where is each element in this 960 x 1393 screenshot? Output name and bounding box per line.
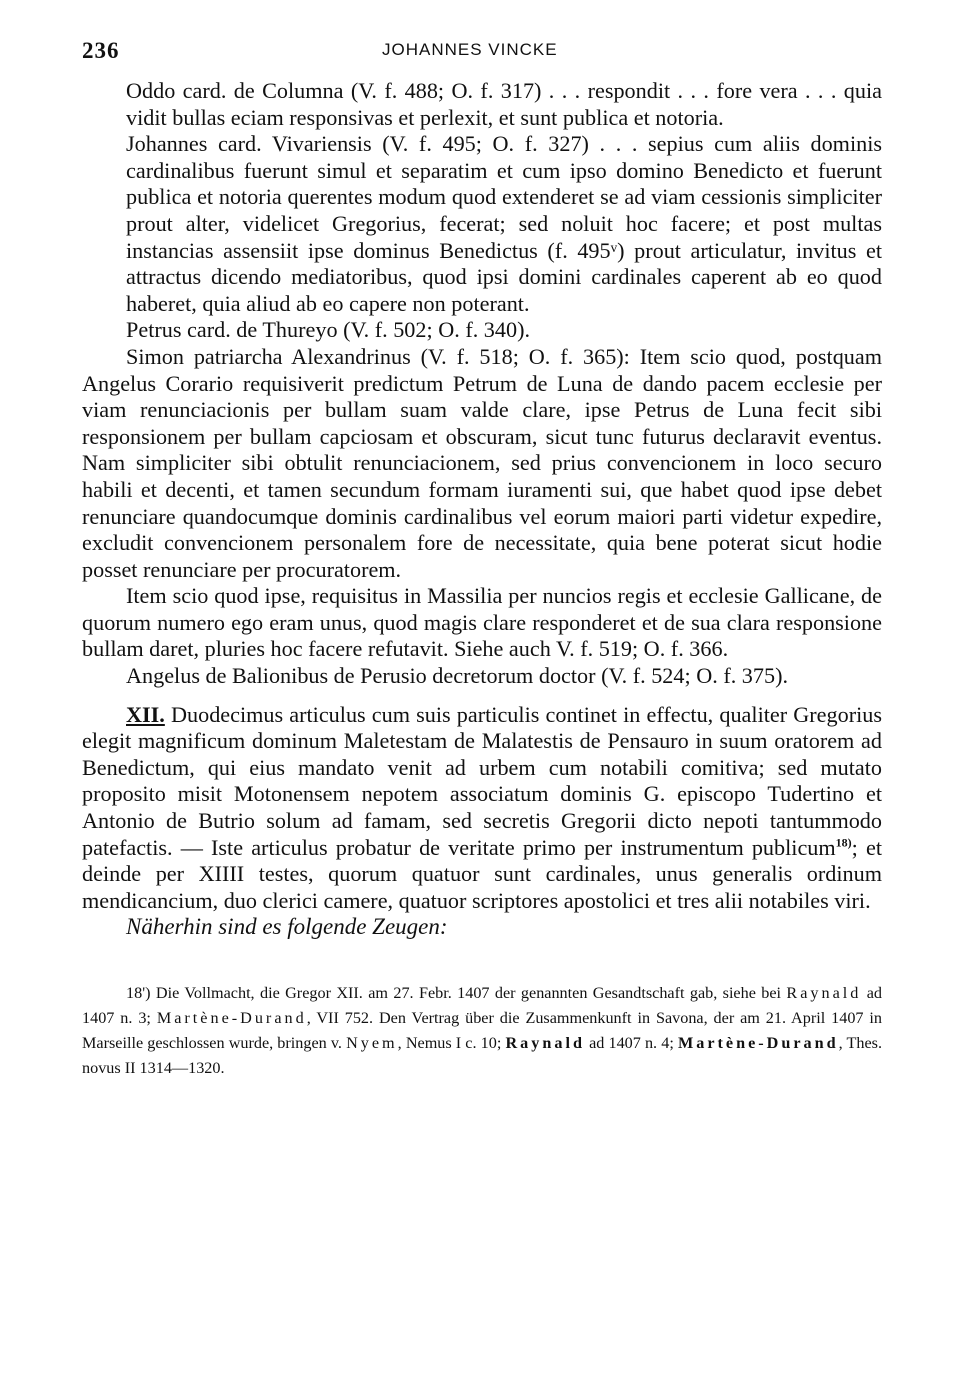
footnote-text-1: Die Vollmacht, die Gregor XII. am 27. Febr. 1407 der genannten Gesandtschaft gab, siehe bei [155,984,782,1002]
main-text [82,78,882,941]
page [82,38,882,1081]
footnote-18 [82,981,882,1081]
article-numeral: XII. [126,701,165,727]
author-nyem: Nyem [346,1034,398,1052]
footnote-label: 18') [126,984,151,1002]
author-martene-durand-2: Martène-Durand [677,1034,839,1052]
paragraph-item-scio: Item scio quod ipse, requisitus in Massilia per nuncios regis et ecclesie Gallicane, de quorum numero ego eram unus, quod magis clare responderet et de sua clara responsione bullam daret, pluries hoc facere refutavit. Siehe auch V. f. 519; O. f. 366. [82,583,882,662]
running-head: JOHANNES VINCKE [382,40,558,59]
footnote-text-4: , Nemus I c. 10; [397,1034,502,1052]
footnote-text-3: , VII 752. Den Vertrag über die Zusammenkunft in Savona, der am 21. April 1407 in Marseille geschlossen wurde, bringen v. [82,1009,882,1052]
witness-angelus: Angelus de Balionibus de Perusio decretorum doctor (V. f. 524; O. f. 375). [126,663,789,689]
article-text-a: Duodecimus articulus cum suis particulis continet in effectu, qualiter Gregorius elegit magnificum dominum Maletestam de Malatestis de Pensauro in suum oratorem ad Benedictum, qui eius mandato venit ad urbem cum notabili comitiva; sed mutato proposito misit Motonensem nepotem associatum dominis G. episcopo Tudertino et Antonio de Butrio solum ad famam, sed secretis Gregorii dicto nepoti tantummodo patefactis. — Iste articulus probatur de veritate primo per instrumentum publicum [82,701,882,860]
footnote-text-6: , Thes. novus II 1314—1320. [82,1034,883,1077]
author-raynald: Raynald [786,984,862,1002]
footnote-ref[interactable]: 18) [835,835,852,850]
witness-johannes: Johannes card. Vivariensis (V. f. 495; O. f. 327) . . . sepius cum aliis dominis cardinalibus fuerunt simul et separatim et cum ipso domino Benedicto et fuerunt publica et notoria querentes modum quod extenderet se ad viam cessionis simpliciter prout alter, videlicet Gregorius, fecerat; sed noluit hoc facere; et post multas instancias assensiit ipse dominus Benedictus (f. 495ᵛ) prout articulatur, invitus et attractus dicendo mediatoribus, quod ipsi domini cardinales caperent ab eo quod haberet, quia aliud ab eo capere non poterant. [126,131,882,316]
footnotes [82,981,882,1081]
witness-petrus: Petrus card. de Thureyo (V. f. 502; O. f. 340). [126,317,531,343]
author-martene-durand: Martène-Durand [156,1009,307,1027]
page-number: 236 [82,38,120,63]
footnote-text-5: ad 1407 n. 4; [589,1034,674,1052]
witnesses-heading: Näherhin sind es folgende Zeugen: [126,914,448,940]
witness-simon: Simon patriarcha Alexandrinus (V. f. 518; O. f. 365): Item scio quod, postquam Angelus Corario requisiverit predictum Petrum de Luna de dando pacem ecclesie per viam renunciacionis per bullam suam valde clare, ipse Petrus de Luna fecit sibi responsionem per bullam capciosam et obscuram, sicut tunc futurus declaravit eventus. Nam simpliciter sibi obtulit renunciacionem, sed prius convencionem in loco securo habili et decenti, et tamen secundum formam iuramenti sui, que habet quod ipse debet renunciare quandocumque dominis cardinalibus vel eorum maiori parti videtur expedire, excludit convencionem personalem fore de necessitate, quia bene poterat sicut hodie posset renunciare per procuratorem. [82,343,882,582]
article-twelve [82,702,882,915]
author-raynald-2: Raynald [505,1034,585,1052]
footnote-text-2: ad 1407 n. 3; [82,984,883,1027]
witness-oddo: Oddo card. de Columna (V. f. 488; O. f. 317) . . . respondit . . . fore vera . . . quia vidit bullas eciam responsivas et perlexit, et sunt publica et notoria. [126,78,882,130]
page-header [82,38,882,78]
article-text-b: ; et deinde per XIIII testes, quorum quatuor sunt cardinales, unus generalis ordinum mendicancium, duo clerici camere, quatuor scriptores apostolici et tres alii notabiles viri. [82,834,882,913]
